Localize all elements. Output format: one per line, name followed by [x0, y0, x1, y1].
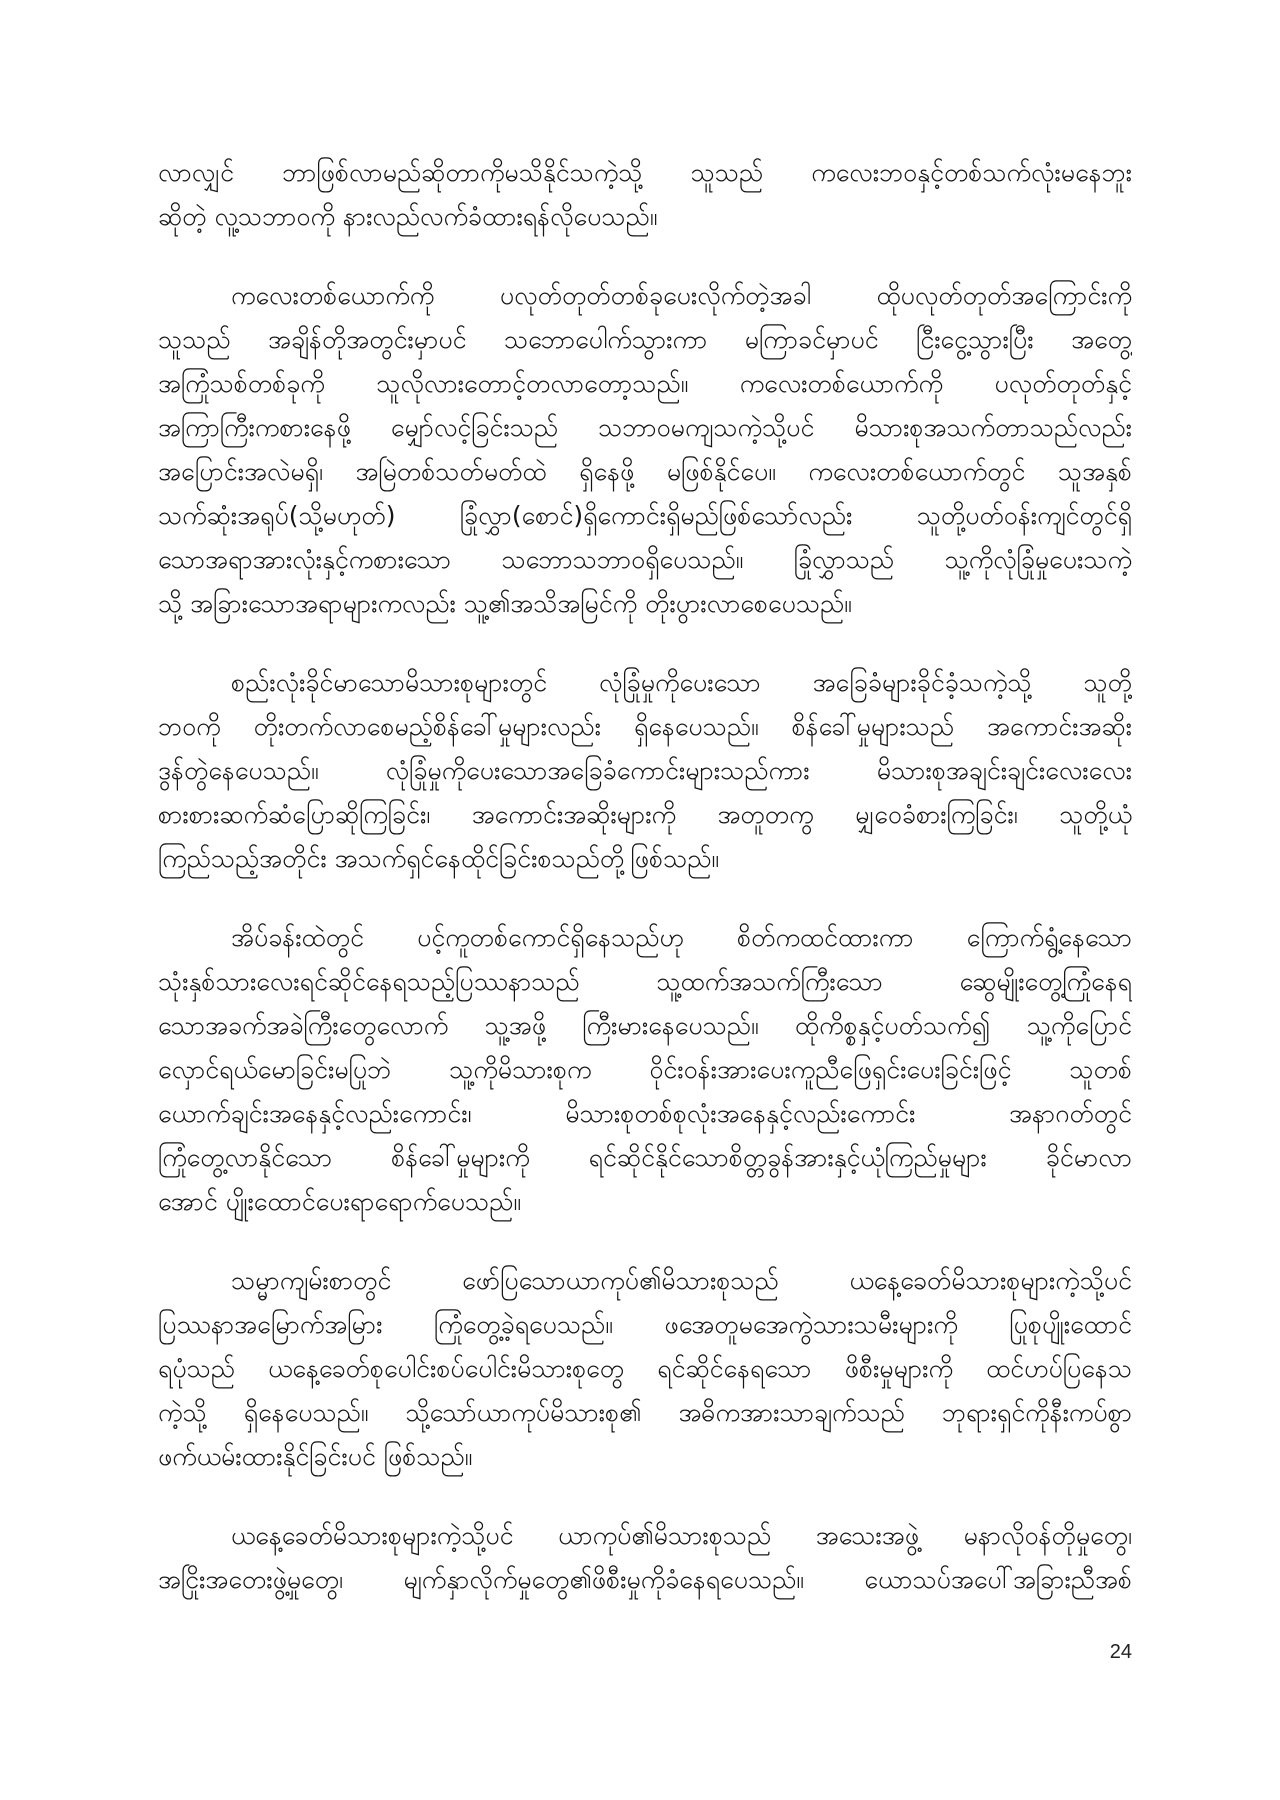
- paragraph-4: [158, 916, 1132, 1224]
- text-line: စားစားဆက်ဆံပြောဆိုကြခြင်း၊ အကောင်းအဆိုးများကို အတူတကွ မျှဝေခံစားကြခြင်း၊ သူတို့ယုံ: [158, 800, 1132, 829]
- text-line: ဖက်ယမ်းထားနိုင်ခြင်းပင် ဖြစ်သည်။: [158, 1442, 473, 1471]
- text-line: ကြည်သည့်အတိုင်း အသက်ရှင်နေထိုင်ခြင်းစသည်တို့ဖြစ်သည်။: [158, 844, 719, 873]
- text-line: အငြိုးအတေးဖွဲ့မှုတွေ၊ မျက်နှာလိုက်မှုတွေ၏ဖိစီးမှုကိုခံနေရပေသည်။ ယောသပ်အပေါ်အခြားညီအစ်: [158, 1565, 1132, 1594]
- text-line: သို့ အခြားသောအရာများကလည်း သူ့၏အသိအမြင်ကို တိုးပွားလာစေပေသည်။: [158, 589, 852, 618]
- page-number: 24: [1109, 1641, 1132, 1663]
- paragraph-1: [158, 151, 1132, 239]
- paragraph-3: [158, 661, 1132, 881]
- paragraph-5: [158, 1259, 1132, 1479]
- text-line: အောင် ပျိုးထောင်ပေးရာရောက်ပေသည်။: [158, 1187, 521, 1216]
- text-line: သမ္မာကျမ်းစာတွင် ဖော်ပြသောယာကုပ်၏မိသားစုသည် ယနေ့ခေတ်မိသားစုများကဲ့သို့ပင်: [231, 1266, 1132, 1295]
- text-line: သုံးနှစ်သားလေးရင်ဆိုင်နေရသည့်ပြဿနာသည် သူ့ထက်အသက်ကြီးသော ဆွေမျိုးတွေ့ကြုံနေရ: [158, 967, 1132, 996]
- text-line: အပြောင်းအလဲမရှိ၊ အမြဲတစ်သတ်မတ်ထဲ ရှိနေဖို့ မဖြစ်နိုင်ပေ။ ကလေးတစ်ယောက်တွင် သူအနှစ်: [158, 457, 1132, 486]
- text-line: လာလျှင် ဘာဖြစ်လာမည်ဆိုတာကိုမသိနိုင်သကဲ့သို့ သူသည် ကလေးဘဝနှင့်တစ်သက်လုံးမနေဘူး: [158, 158, 1132, 187]
- text-line: ကြုံတွေ့လာနိုင်သော စိန်ခေါ်မှုများကို ရင်ဆိုင်နိုင်သောစိတ္တခွန်အားနှင့်ယုံကြည်မှုများ ခိုင်မာလာ: [158, 1143, 1132, 1172]
- text-line: အကြာကြီးကစားနေဖို့ မျှော်လင့်ခြင်းသည် သဘာဝမကျသကဲ့သို့ပင် မိသားစုအသက်တာသည်လည်း: [158, 413, 1132, 442]
- text-line: သောအရာအားလုံးနှင့်ကစားသော သဘောသဘာဝရှိပေသည်။ ခြုံလွှာသည် သူ့ကိုလုံခြုံမှုပေးသကဲ့: [158, 545, 1132, 574]
- text-line: ဘဝကို တိုးတက်လာစေမည့်စိန်ခေါ်မှုများလည်း ရှိနေပေသည်။ စိန်ခေါ်မှုများသည် အကောင်းအဆိုး: [158, 712, 1132, 741]
- text-line: အိပ်ခန်းထဲတွင် ပင့်ကူတစ်ကောင်ရှိနေသည်ဟု စိတ်ကထင်ထားကာ ကြောက်ရွံ့နေသော: [231, 923, 1132, 952]
- text-line: ပြဿနာအမြောက်အမြား ကြုံတွေ့ခဲ့ရပေသည်။ ဖအေတူမအေကွဲသားသမီးများကို ပြုစုပျိုးထောင်: [158, 1310, 1132, 1339]
- paragraph-2: [158, 274, 1132, 626]
- text-line: သောအခက်အခဲကြီးတွေလောက် သူ့အဖို့ ကြီးမားနေပေသည်။ ထိုကိစ္စနှင့်ပတ်သက်၍ သူ့ကိုပြောင်: [158, 1011, 1132, 1040]
- body-text: [158, 151, 1132, 1602]
- text-line: သူသည် အချိန်တိုအတွင်းမှာပင် သဘောပေါက်သွားကာ မကြာခင်မှာပင် ငြီးငွေ့သွားပြီး အတွေ့: [158, 325, 1132, 354]
- paragraph-6: [158, 1514, 1132, 1602]
- text-line: ကလေးတစ်ယောက်ကို ပလုတ်တုတ်တစ်ခုပေးလိုက်တဲ့အခါ ထိုပလုတ်တုတ်အကြောင်းကို: [231, 281, 1132, 310]
- text-line: လှောင်ရယ်မောခြင်းမပြုဘဲ သူ့ကိုမိသားစုက ဝိုင်းဝန်းအားပေးကူညီဖြေရှင်းပေးခြင်းဖြင့် သူတစ်: [158, 1055, 1132, 1084]
- text-line: ကဲ့သို့ ရှိနေပေသည်။ သို့သော်ယာကုပ်မိသားစု၏ အဓိကအားသာချက်သည် ဘုရားရှင်ကိုနီးကပ်စွာ: [158, 1398, 1132, 1427]
- text-line: ရပုံသည် ယနေ့ခေတ်စုပေါင်းစပ်ပေါင်းမိသားစုတွေ ရင်ဆိုင်နေရသော ဖိစီးမှုများကို ထင်ဟပ်ပြနေသ: [158, 1354, 1132, 1383]
- text-line: စည်းလုံးခိုင်မာသောမိသားစုများတွင် လုံခြုံမှုကိုပေးသော အခြေခံများခိုင်ခံ့သကဲ့သို့ သူတို့: [231, 668, 1132, 697]
- text-line: ယောက်ချင်းအနေနှင့်လည်းကောင်း၊ မိသားစုတစ်စုလုံးအနေနှင့်လည်းကောင်း အနာဂတ်တွင်: [158, 1099, 1132, 1128]
- text-line: အကြုံသစ်တစ်ခုကို သူလိုလားတောင့်တလာတော့သည်။ ကလေးတစ်ယောက်ကို ပလုတ်တုတ်နှင့်: [158, 369, 1132, 398]
- text-line: သက်ဆုံးအရုပ်(သို့မဟုတ်) ခြုံလွှာ(စောင်)ရှိကောင်းရှိမည်ဖြစ်သော်လည်း သူတို့ပတ်ဝန်းကျင်တွင်ရှိ: [158, 501, 1132, 530]
- text-line: ဆိုတဲ့ လူ့သဘာဝကို နားလည်လက်ခံထားရန်လိုပေသည်။: [158, 202, 658, 231]
- text-line: ယနေ့ခေတ်မိသားစုများကဲ့သို့ပင် ယာကုပ်၏မိသားစုသည် အသေးအဖွဲ့ မနာလိုဝန်တိုမှုတွေ၊: [231, 1521, 1132, 1550]
- text-line: ဒွန်တွဲနေပေသည်။ လုံခြုံမှုကိုပေးသောအခြေခံကောင်းများသည်ကား မိသားစုအချင်းချင်းလေးလေး: [158, 756, 1132, 785]
